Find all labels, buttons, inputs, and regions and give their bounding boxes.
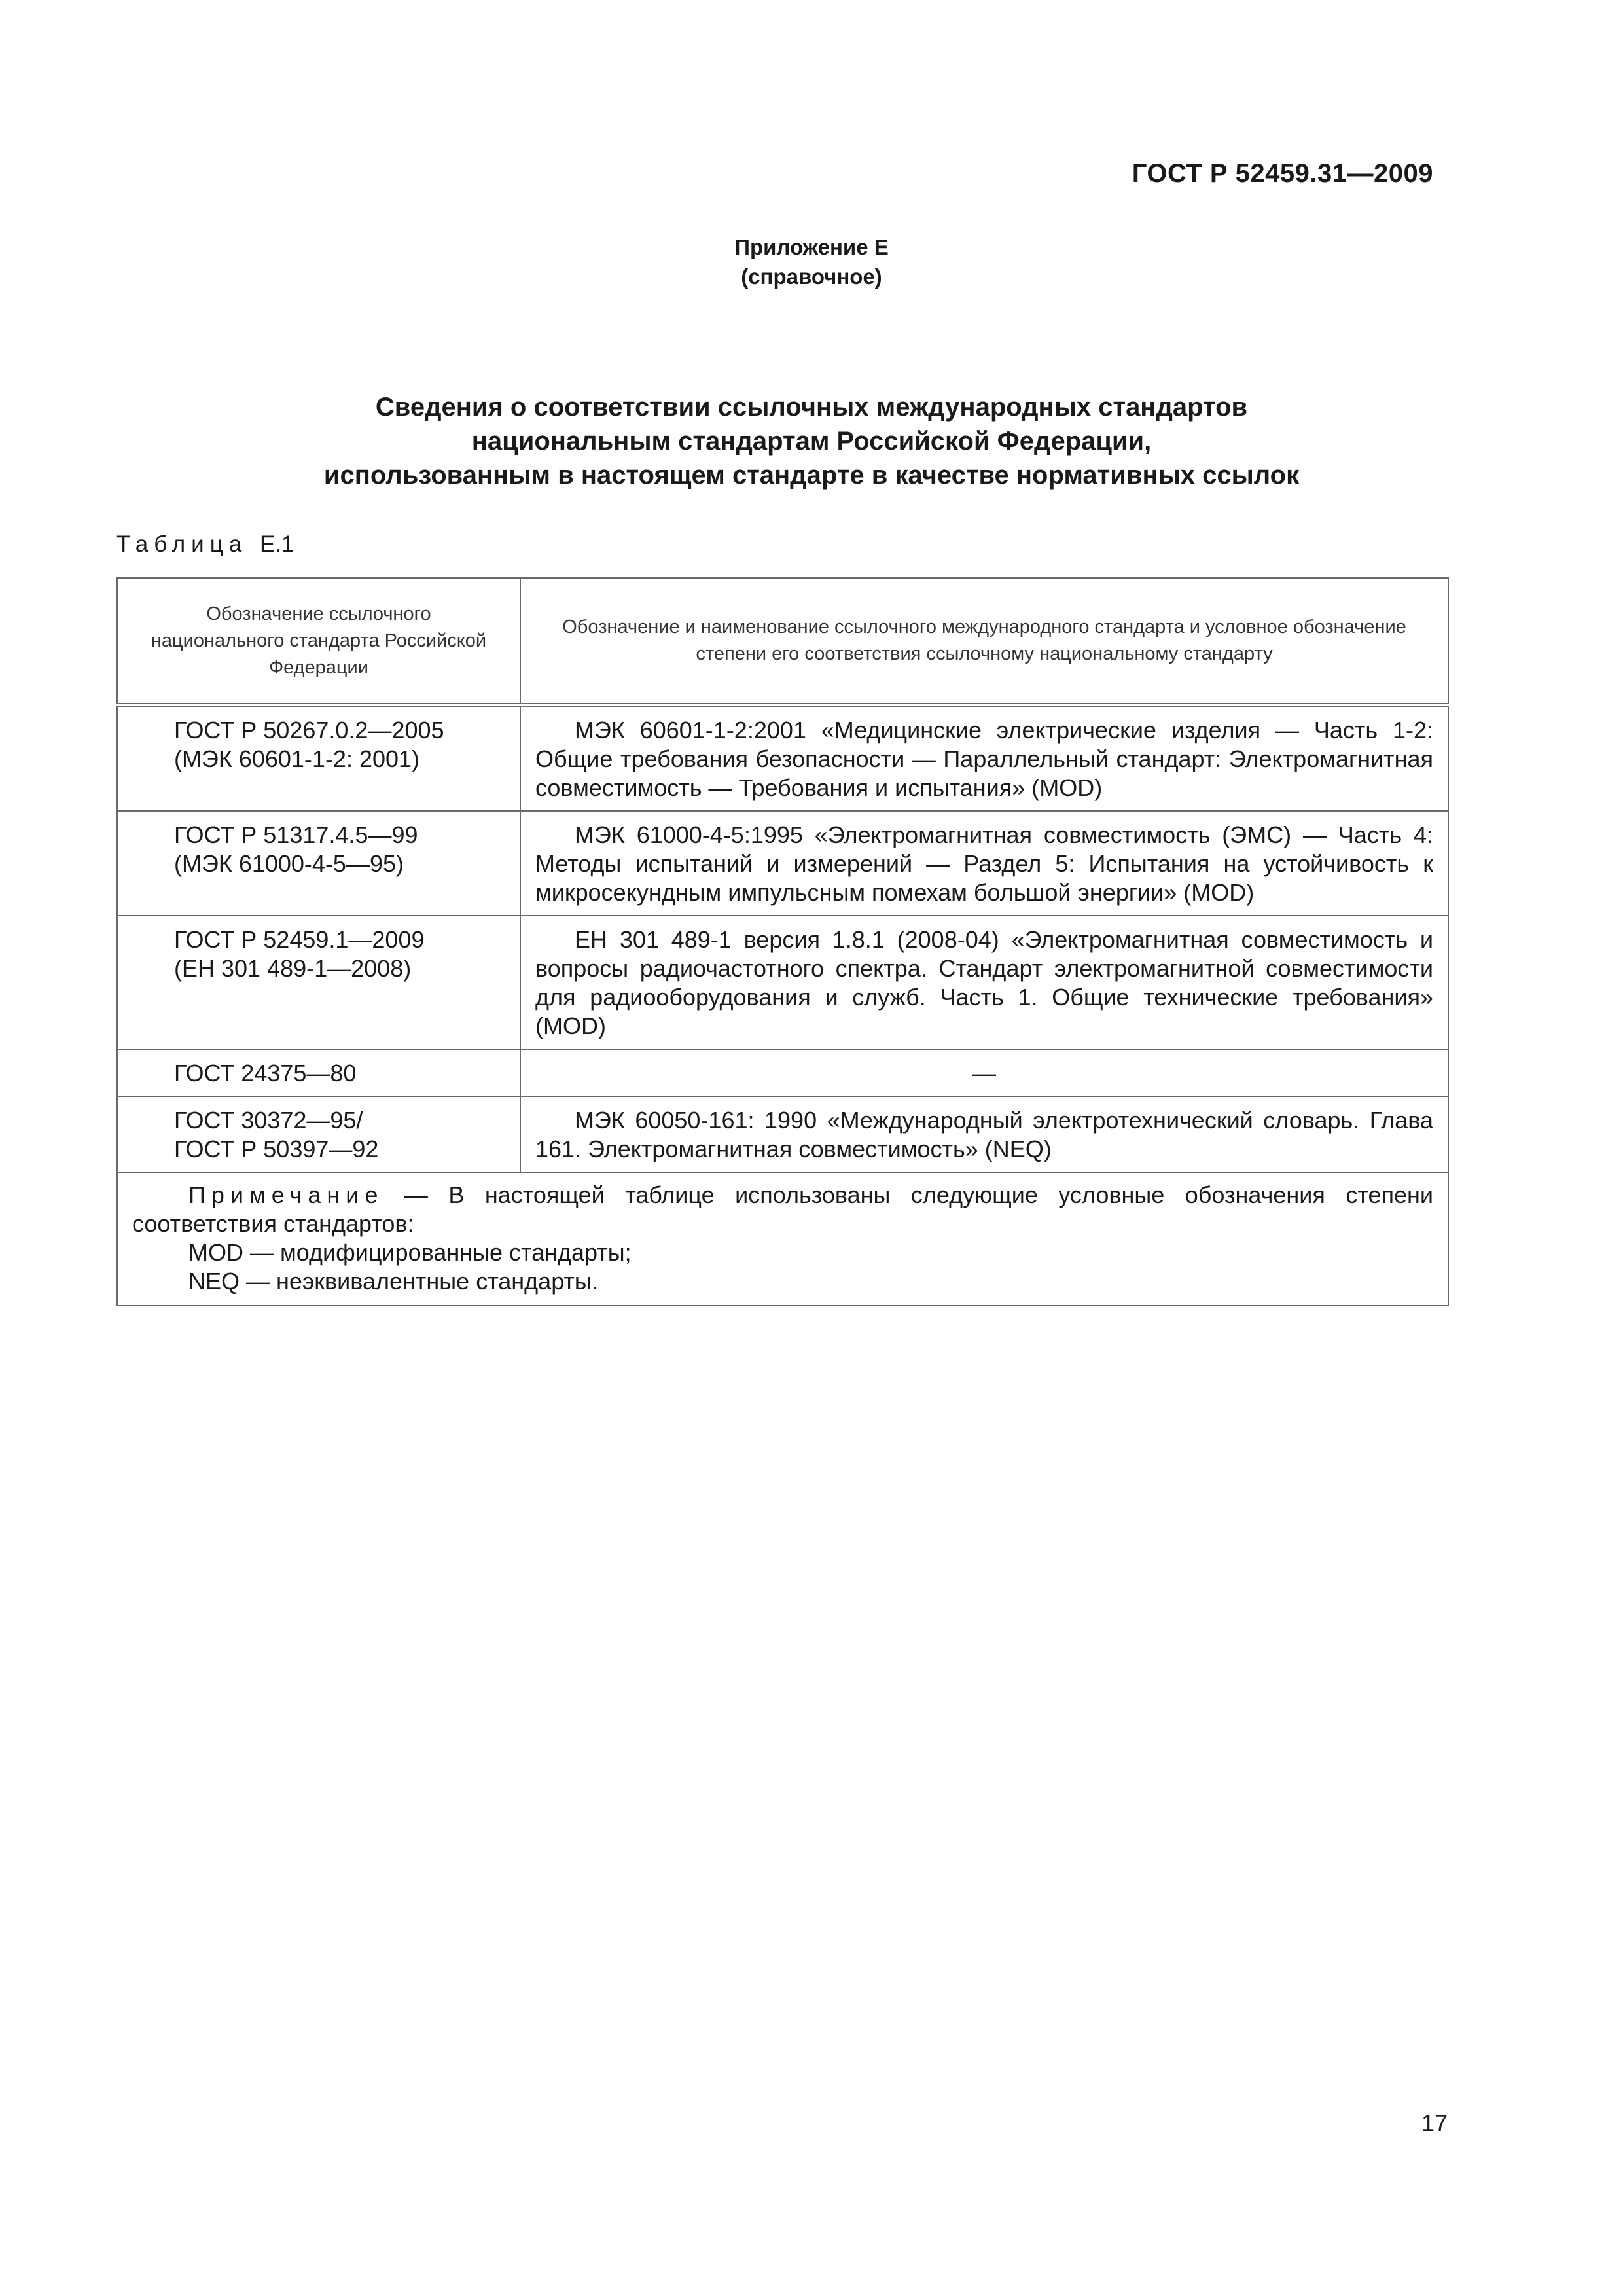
appendix-heading: [0, 232, 1623, 291]
document-code: ГОСТ Р 52459.31—2009: [1132, 159, 1433, 188]
international-standard-cell: МЭК 61000-4-5:1995 «Электромагнитная совместимость (ЭМС) — Часть 4: Методы испытаний и измерений — Раздел 5: Испытания на устойчивость к микросекундным импульсным помехам большой энергии» (MOD): [520, 811, 1448, 916]
international-standard-cell: МЭК 60601-1-2:2001 «Медицинские электрические изделия — Часть 1-2: Общие требования безопасности — Параллельный стандарт: Электромагнитная совместимость — Требования и испытания» (MOD): [520, 705, 1448, 811]
table-row: [117, 1096, 1448, 1172]
national-standard-cell: ГОСТ 30372—95/ ГОСТ Р 50397—92: [117, 1096, 520, 1172]
table-header-row: [117, 578, 1448, 705]
column-header-national: Обозначение ссылочного национального стандарта Российской Федерации: [117, 578, 520, 705]
section-title: [0, 390, 1623, 492]
table-note: [117, 1172, 1448, 1306]
table-note-row: [117, 1172, 1448, 1306]
table-row: [117, 705, 1448, 811]
national-standard-cell: ГОСТ 24375—80: [117, 1049, 520, 1096]
table-caption-number: Е.1: [259, 531, 294, 557]
note-text: [132, 1181, 1433, 1238]
note-body: — В настоящей таблице использованы следующие условные обозначения степени соответствия стандартов:: [132, 1181, 1433, 1237]
table-caption: [116, 531, 294, 558]
national-standard-cell: ГОСТ Р 52459.1—2009 (ЕН 301 489-1—2008): [117, 916, 520, 1049]
international-standard-cell: МЭК 60050-161: 1990 «Международный электротехнический словарь. Глава 161. Электромагнитная совместимость» (NEQ): [520, 1096, 1448, 1172]
table-caption-label: Таблица: [116, 531, 248, 557]
page-number: 17: [1421, 2109, 1448, 2136]
appendix-title: Приложение Е: [734, 235, 889, 259]
table-row: [117, 1049, 1448, 1096]
note-mod: MOD — модифицированные стандарты;: [188, 1239, 632, 1266]
column-header-international: Обозначение и наименование ссылочного международного стандарта и условное обозначение степени его соответствия ссылочному национальному стандарту: [520, 578, 1448, 705]
national-standard-cell: ГОСТ Р 50267.0.2—2005 (МЭК 60601-1-2: 2001): [117, 705, 520, 811]
table-row: [117, 916, 1448, 1049]
note-neq: NEQ — неэквивалентные стандарты.: [188, 1268, 598, 1295]
section-title-line-2: национальным стандартам Российской Федерации,: [471, 427, 1152, 456]
reference-table: [116, 577, 1449, 1306]
international-standard-cell: —: [520, 1049, 1448, 1096]
note-label: Примечание: [188, 1181, 384, 1208]
section-title-line-1: Сведения о соответствии ссылочных международных стандартов: [375, 393, 1248, 422]
national-standard-cell: ГОСТ Р 51317.4.5—99 (МЭК 61000-4-5—95): [117, 811, 520, 916]
international-standard-cell: ЕН 301 489-1 версия 1.8.1 (2008-04) «Электромагнитная совместимость и вопросы радиочастотного спектра. Стандарт электромагнитной совместимости для радиооборудования и служб. Часть 1. Общие технические требования» (MOD): [520, 916, 1448, 1049]
table-row: [117, 811, 1448, 916]
section-title-line-3: использованным в настоящем стандарте в качестве нормативных ссылок: [323, 461, 1300, 490]
appendix-type: (справочное): [741, 264, 882, 289]
